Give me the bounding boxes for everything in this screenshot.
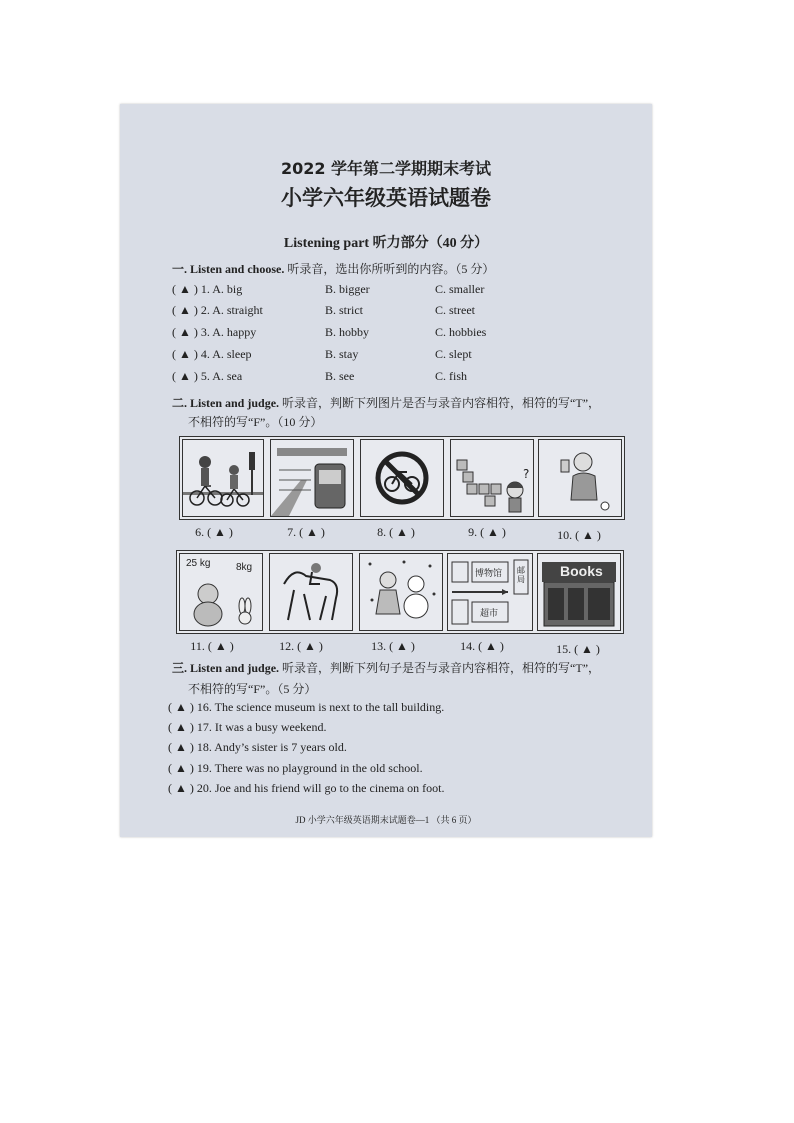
caption-11: 11. ( ▲ ) bbox=[190, 639, 234, 653]
part-heading: Listening part 听力部分（40 分） bbox=[283, 236, 489, 251]
horse-rider-image bbox=[270, 554, 352, 630]
caption-6: 6. ( ▲ ) bbox=[195, 525, 233, 539]
question-1-option-c: C. smaller bbox=[435, 282, 485, 296]
map-label-post-office: 邮局 bbox=[517, 566, 525, 584]
weight-label-right: 8kg bbox=[236, 562, 253, 573]
picture-11 bbox=[179, 553, 263, 631]
question-3-option-c: C. hobbies bbox=[435, 325, 487, 339]
picture-13 bbox=[359, 553, 443, 631]
question-5: ( ▲ ) 5. A. sea bbox=[172, 369, 243, 383]
question-3-option-b: B. hobby bbox=[325, 325, 370, 339]
question-5-option-c: C. fish bbox=[435, 369, 468, 383]
caption-15: 15. ( ▲ ) bbox=[556, 642, 600, 656]
section2-heading-line2: 不相符的写“F”。（10 分） bbox=[188, 415, 323, 429]
picture-10 bbox=[538, 439, 622, 517]
question-2-option-b: B. strict bbox=[325, 303, 363, 317]
question-5-option-b: B. see bbox=[325, 369, 355, 383]
section2-label-en: 二. Listen and judge. bbox=[172, 396, 280, 410]
bike-riders-image bbox=[183, 440, 263, 516]
section2-heading bbox=[172, 394, 600, 411]
question-1: ( ▲ ) 1. A. big bbox=[172, 282, 243, 296]
section1-heading bbox=[172, 260, 494, 277]
question-4-option-b: B. stay bbox=[325, 347, 359, 361]
page-footer: JD 小学六年级英语期末试题卷—1 （共 6 页） bbox=[295, 815, 477, 825]
picture-6 bbox=[182, 439, 264, 517]
bookstore-sign: Books bbox=[560, 563, 603, 579]
picture-15 bbox=[537, 553, 621, 631]
picture-row-1 bbox=[179, 436, 625, 520]
picture-7 bbox=[270, 439, 354, 517]
question-2-option-c: C. street bbox=[435, 303, 475, 317]
exam-title: 2022 学年第二学期期末考试 bbox=[280, 159, 492, 178]
section3-label-en: 三. Listen and judge. bbox=[172, 661, 280, 675]
caption-12: 12. ( ▲ ) bbox=[279, 639, 323, 653]
svg-text:?: ? bbox=[523, 467, 530, 481]
caption-7: 7. ( ▲ ) bbox=[287, 525, 325, 539]
section3-heading bbox=[172, 659, 600, 676]
question-20: ( ▲ ) 20. Joe and his friend will go to the cinema on foot. bbox=[168, 781, 445, 795]
map-label-supermarket: 超市 bbox=[480, 609, 499, 619]
picture-14 bbox=[447, 553, 533, 631]
section3-label-cn: 听录音，判断下列句子是否与录音内容相符，相符的写“T”， bbox=[282, 661, 601, 675]
caption-10: 10. ( ▲ ) bbox=[557, 528, 601, 542]
section1-label-cn: 听录音，选出你所听到的内容。（5 分） bbox=[287, 262, 495, 276]
exam-subtitle: 小学六年级英语试题卷 bbox=[281, 185, 491, 210]
picture-12 bbox=[269, 553, 353, 631]
picture-8 bbox=[360, 439, 444, 517]
question-18: ( ▲ ) 18. Andy’s sister is 7 years old. bbox=[168, 740, 347, 754]
caption-9: 9. ( ▲ ) bbox=[468, 525, 506, 539]
question-19: ( ▲ ) 19. There was no playground in the old school. bbox=[168, 761, 423, 775]
question-4-option-c: C. slept bbox=[435, 347, 472, 361]
caption-14: 14. ( ▲ ) bbox=[460, 639, 504, 653]
question-4: ( ▲ ) 4. A. sleep bbox=[172, 347, 252, 361]
map-label-museum: 博物馆 bbox=[475, 569, 503, 579]
question-16: ( ▲ ) 16. The science museum is next to the tall building. bbox=[168, 700, 445, 714]
weight-label-left: 25 kg bbox=[186, 558, 211, 569]
question-17: ( ▲ ) 17. It was a busy weekend. bbox=[168, 720, 327, 734]
section1-label-en: 一. Listen and choose. bbox=[172, 262, 285, 276]
kids-snowman-image bbox=[360, 554, 442, 630]
question-1-option-b: B. bigger bbox=[325, 282, 370, 296]
letter-blocks-girl-image bbox=[451, 440, 533, 516]
thumbs-up-man-image bbox=[539, 440, 621, 516]
picture-9 bbox=[450, 439, 534, 517]
caption-8: 8. ( ▲ ) bbox=[377, 525, 415, 539]
question-3: ( ▲ ) 3. A. happy bbox=[172, 325, 257, 339]
caption-13: 13. ( ▲ ) bbox=[371, 639, 415, 653]
exam-sheet bbox=[120, 104, 652, 837]
no-bicycle-sign-icon bbox=[361, 440, 443, 516]
picture-row-2 bbox=[176, 550, 624, 634]
section2-label-cn: 听录音，判断下列图片是否与录音内容相符，相符的写“T”， bbox=[282, 396, 601, 410]
subway-train-image bbox=[271, 440, 353, 516]
section3-heading-line2: 不相符的写“F”。（5 分） bbox=[188, 682, 317, 696]
question-2: ( ▲ ) 2. A. straight bbox=[172, 303, 263, 317]
